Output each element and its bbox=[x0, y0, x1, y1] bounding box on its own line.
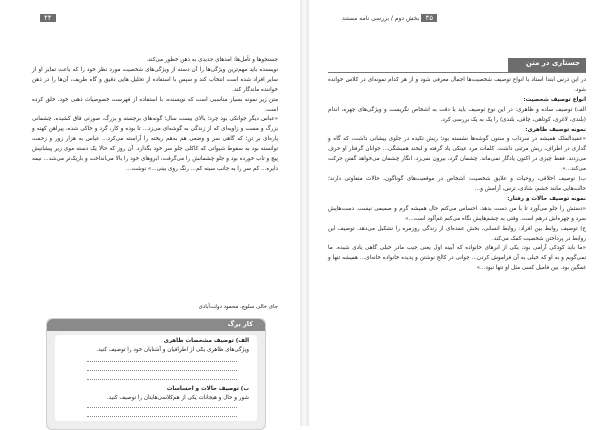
exercise-item-1-title: الف) توصیف مشخصات ظاهری bbox=[163, 338, 249, 344]
exercise-item-2-description: شور و حال و هیجانات یکی از هم‌کلاسی‌هایتان را توصیف کنید. bbox=[106, 395, 249, 401]
quote-source: جای خالی سلوچ، محمود دولت‌آبادی bbox=[198, 304, 278, 310]
answer-line[interactable] bbox=[87, 379, 237, 380]
running-title: بخش دوم / بررسی نامه مستند bbox=[342, 15, 420, 22]
left-page-number: ۴۴ bbox=[40, 14, 56, 22]
left-page-body bbox=[32, 56, 278, 175]
right-page-header bbox=[338, 14, 578, 28]
right-paragraph-appearance-quote: «عمیدالملک همیشه در سرداب و ستون گوشه‌ها نشسته بود؛ ریش تکیده در جلوی پیشانی داشت، که گاه و گداری در اطراف، ریش مرتبی داشت. کلمات مرد عینکی یاد گرفته و لبخند همیشگی... جوانان گرفتار او حرف می‌زدند. فقط چیزی در اکنون یادگار نمی‌ماند. چشمان گرد، بیرون نمی‌زد. انگار چشمان می‌خواهد گفتن حرکت می‌کند...» bbox=[328, 136, 586, 173]
left-page-header bbox=[40, 14, 280, 28]
subheading-appearance-sample: نمونه توصیف ظاهری: bbox=[525, 126, 586, 133]
left-paragraph-3: متن زیر نمونه بسیار مناسبی است که نویسنده، با استفاده از فهرست خصوصیات ذهنی خود، خلق کرده است. bbox=[32, 96, 278, 113]
right-paragraph-relations-quote: «ما باید کودکی آرامی بود، یکی از ابرهای خانواده که آیینه اول یعنی جیب مادر خیلی گاهی یادی شیده. ما نمی‌گویم و به او که خیلی به آن فراموش کردن... جوانی در کالج نوشتن و پدیده خانواده خانه‌ای... همیشه تنها و غمگین بود. بین فامیل کسی مثل او تنها نبود...» bbox=[328, 245, 586, 272]
section-heading-text: جستاری در متن bbox=[525, 59, 580, 67]
section-heading bbox=[508, 58, 586, 72]
right-paragraph-a: الف) توصیف ساده و ظاهری: در این نوع توصیف باید با دقت به اشخاص نگریست و ویژگی‌های چهره، اندام (بلندی، لاغری، کوتاهی، چاقی، بلندی) را یک به یک بررسی کرد. bbox=[328, 106, 586, 123]
right-paragraph-b: ب) توصیف اخلاقی، روحیات و علایق شخصیت: اشخاص در موقعیت‌های گوناگون، حالات متفاوتی دارند؛ حالت‌هایی مانند خشم، شادی، ترس، آرامش و... bbox=[328, 176, 586, 192]
left-page bbox=[10, 6, 296, 418]
right-page-number: ۴۵ bbox=[421, 14, 437, 22]
heading-rule bbox=[328, 72, 586, 73]
left-paragraph-1: جستجو‌ها و تأمل‌ها: امدهای جدیدی به ذهن خطور می‌کند. bbox=[146, 57, 278, 63]
answer-line[interactable] bbox=[87, 370, 237, 371]
right-page-body bbox=[328, 76, 586, 274]
answer-line[interactable] bbox=[87, 416, 237, 417]
answer-line[interactable] bbox=[87, 407, 237, 408]
exercise-box-title: کار برگ bbox=[227, 320, 253, 328]
exercise-box-inner bbox=[55, 335, 257, 421]
answer-line[interactable] bbox=[87, 361, 237, 362]
book-gutter bbox=[300, 0, 309, 426]
subheading-types: انواع توصیف شخصیت: bbox=[523, 96, 586, 103]
right-paragraph-c: ج) توصیف روابط بین افراد: روابط انسانی، بخش عمده‌ای از زندگی روزمره را تشکیل می‌دهد. توصیف این روابط در پرداختن شخصیت کمک می‌کند. bbox=[328, 225, 586, 242]
exercise-box bbox=[46, 318, 266, 430]
right-paragraph-intro: در این درس ابتدا استاد با انواع توصیف شخصیت‌ها اجمال معرفی شود و از هر کدام نمونه‌ای در کلاس خوانده شود. bbox=[328, 77, 586, 93]
left-paragraph-4: «عباس دیگر جوانکی بود چرد؛ بالای بیست سال؛ گونه‌های برجسته و بزرگ، صورتی قاق کشیده، چشمانی بزرگ و مست و زاویه‌ای که از زندگی به گوشه‌ای می‌زد... تا بوده و کار، گرد و خاکی شده، پیراهن کهنه و پاره‌ای بر تن؛ که گاهی سر و وضعی هم به‌هم ریخته را آراسته می‌کرد... عباس به هزار زور و زحمت توانسته بود به سقوط شیواتی که کاکلی جلو سر خود بگذارد. آن روز که حالا یک دسته موی زیر پیشانیش پیچ و تاب خورده بود و جلو چشمانش را می‌گرفت، ابروهای خود را بالا می‌انداخت و باریک‌تر می‌شد... نیمه دایره... کم سر را به جانب سینه کم... رنگ روی بینی...» نوشت... bbox=[32, 116, 278, 172]
left-paragraph-2: نویسنده باید مهم‌ترین ویژگی‌ها را آن دسته از ویژگی‌های شخصیت مورد نظر خود را که باعث تمایز او از سایر افراد شده است انتخاب کند و سپس با استفاده از تحلیل هایی دقیق و گاه ظریف، آن‌ها را در ذهن خواننده ماندگار کند. bbox=[32, 66, 278, 93]
exercise-item-1-description: ویژگی‌های ظاهری یکی از اطرافیان و آشنایان خود را توصیف کنید. bbox=[96, 347, 249, 353]
right-paragraph-behavior-quote: «دستش را جلو می‌آورد تا با من دست بدهد. احساس می‌کنم حال همیشه گرم و صمیمی نیست. دست‌هایش سرد و چهره‌اش درهم است. وقتی به چشم‌هایش نگاه می‌کنم غم‌آلود است...» bbox=[328, 205, 586, 222]
subheading-behavior-sample: نمونه توصیف حالات و رفتار: bbox=[507, 195, 586, 202]
right-page bbox=[314, 6, 600, 418]
exercise-item-2-title: ب) توصیف حالات و احساسات bbox=[166, 386, 249, 392]
